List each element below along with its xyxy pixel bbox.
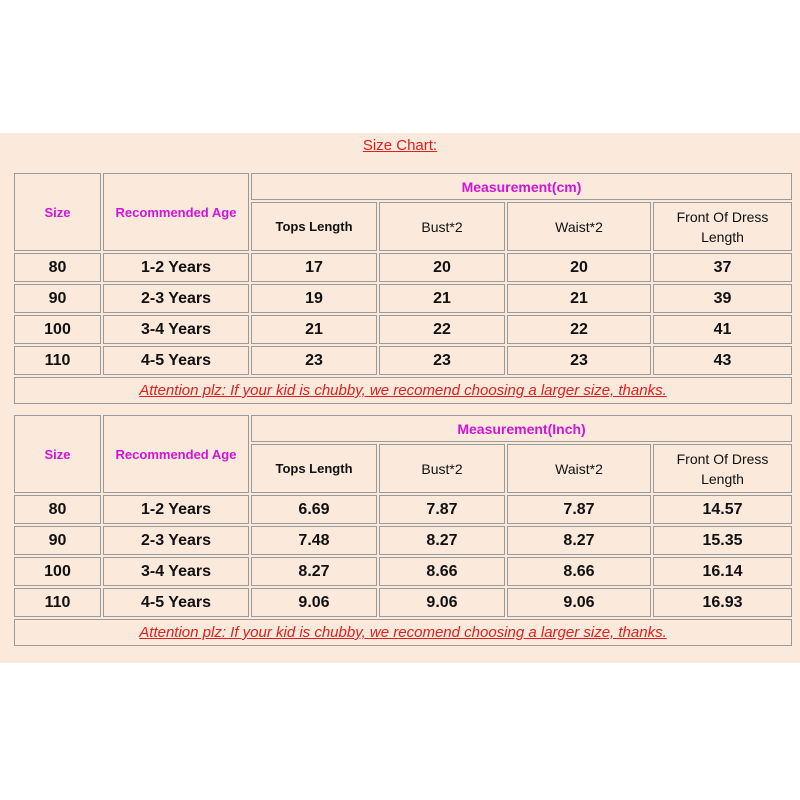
value-cell: 9.06 (507, 588, 651, 617)
age-header: Recommended Age (103, 415, 249, 493)
table-row (14, 253, 792, 282)
size-table-inch (12, 413, 794, 648)
chart-title: Size Chart: (362, 137, 438, 154)
table-row (14, 588, 792, 617)
value-cell: 9.06 (251, 588, 377, 617)
value-cell: 23 (507, 346, 651, 375)
value-cell: 19 (251, 284, 377, 313)
size-cell: 110 (14, 346, 101, 375)
column-header: Front Of Dress Length (653, 444, 792, 493)
value-cell: 16.14 (653, 557, 792, 586)
attention-note: Attention plz: If your kid is chubby, we recomend choosing a larger size, thanks. (14, 619, 792, 646)
column-header: Bust*2 (379, 444, 505, 493)
value-cell: 43 (653, 346, 792, 375)
size-header: Size (14, 173, 101, 251)
age-cell: 1-2 Years (103, 495, 249, 524)
age-header: Recommended Age (103, 173, 249, 251)
size-cell: 90 (14, 526, 101, 555)
age-cell: 1-2 Years (103, 253, 249, 282)
size-cell: 100 (14, 557, 101, 586)
value-cell: 20 (507, 253, 651, 282)
attention-note: Attention plz: If your kid is chubby, we recomend choosing a larger size, thanks. (14, 377, 792, 404)
value-cell: 7.87 (507, 495, 651, 524)
size-cell: 80 (14, 495, 101, 524)
value-cell: 21 (507, 284, 651, 313)
attention-note-row (14, 619, 792, 646)
size-table-cm (12, 171, 794, 406)
column-header: Bust*2 (379, 202, 505, 251)
value-cell: 8.27 (507, 526, 651, 555)
column-header: Front Of Dress Length (653, 202, 792, 251)
age-cell: 4-5 Years (103, 588, 249, 617)
value-cell: 15.35 (653, 526, 792, 555)
value-cell: 7.48 (251, 526, 377, 555)
table-row (14, 495, 792, 524)
table-row (14, 526, 792, 555)
column-header: Tops Length (251, 202, 377, 251)
size-cell: 80 (14, 253, 101, 282)
age-cell: 2-3 Years (103, 284, 249, 313)
value-cell: 22 (507, 315, 651, 344)
age-cell: 4-5 Years (103, 346, 249, 375)
value-cell: 8.66 (379, 557, 505, 586)
column-header: Waist*2 (507, 202, 651, 251)
value-cell: 23 (251, 346, 377, 375)
value-cell: 41 (653, 315, 792, 344)
age-cell: 3-4 Years (103, 557, 249, 586)
value-cell: 14.57 (653, 495, 792, 524)
measurement-header: Measurement(cm) (251, 173, 792, 200)
value-cell: 39 (653, 284, 792, 313)
value-cell: 21 (251, 315, 377, 344)
value-cell: 23 (379, 346, 505, 375)
table-row (14, 315, 792, 344)
column-header: Tops Length (251, 444, 377, 493)
age-cell: 3-4 Years (103, 315, 249, 344)
size-cell: 110 (14, 588, 101, 617)
attention-note-row (14, 377, 792, 404)
age-cell: 2-3 Years (103, 526, 249, 555)
table-row (14, 346, 792, 375)
table-row (14, 557, 792, 586)
size-header: Size (14, 415, 101, 493)
value-cell: 9.06 (379, 588, 505, 617)
value-cell: 6.69 (251, 495, 377, 524)
table-header-row (14, 415, 792, 442)
value-cell: 21 (379, 284, 505, 313)
value-cell: 22 (379, 315, 505, 344)
value-cell: 37 (653, 253, 792, 282)
value-cell: 16.93 (653, 588, 792, 617)
size-cell: 100 (14, 315, 101, 344)
table-row (14, 284, 792, 313)
size-cell: 90 (14, 284, 101, 313)
value-cell: 17 (251, 253, 377, 282)
value-cell: 8.27 (251, 557, 377, 586)
value-cell: 8.27 (379, 526, 505, 555)
value-cell: 8.66 (507, 557, 651, 586)
measurement-header: Measurement(Inch) (251, 415, 792, 442)
value-cell: 20 (379, 253, 505, 282)
value-cell: 7.87 (379, 495, 505, 524)
column-header: Waist*2 (507, 444, 651, 493)
table-header-row (14, 173, 792, 200)
